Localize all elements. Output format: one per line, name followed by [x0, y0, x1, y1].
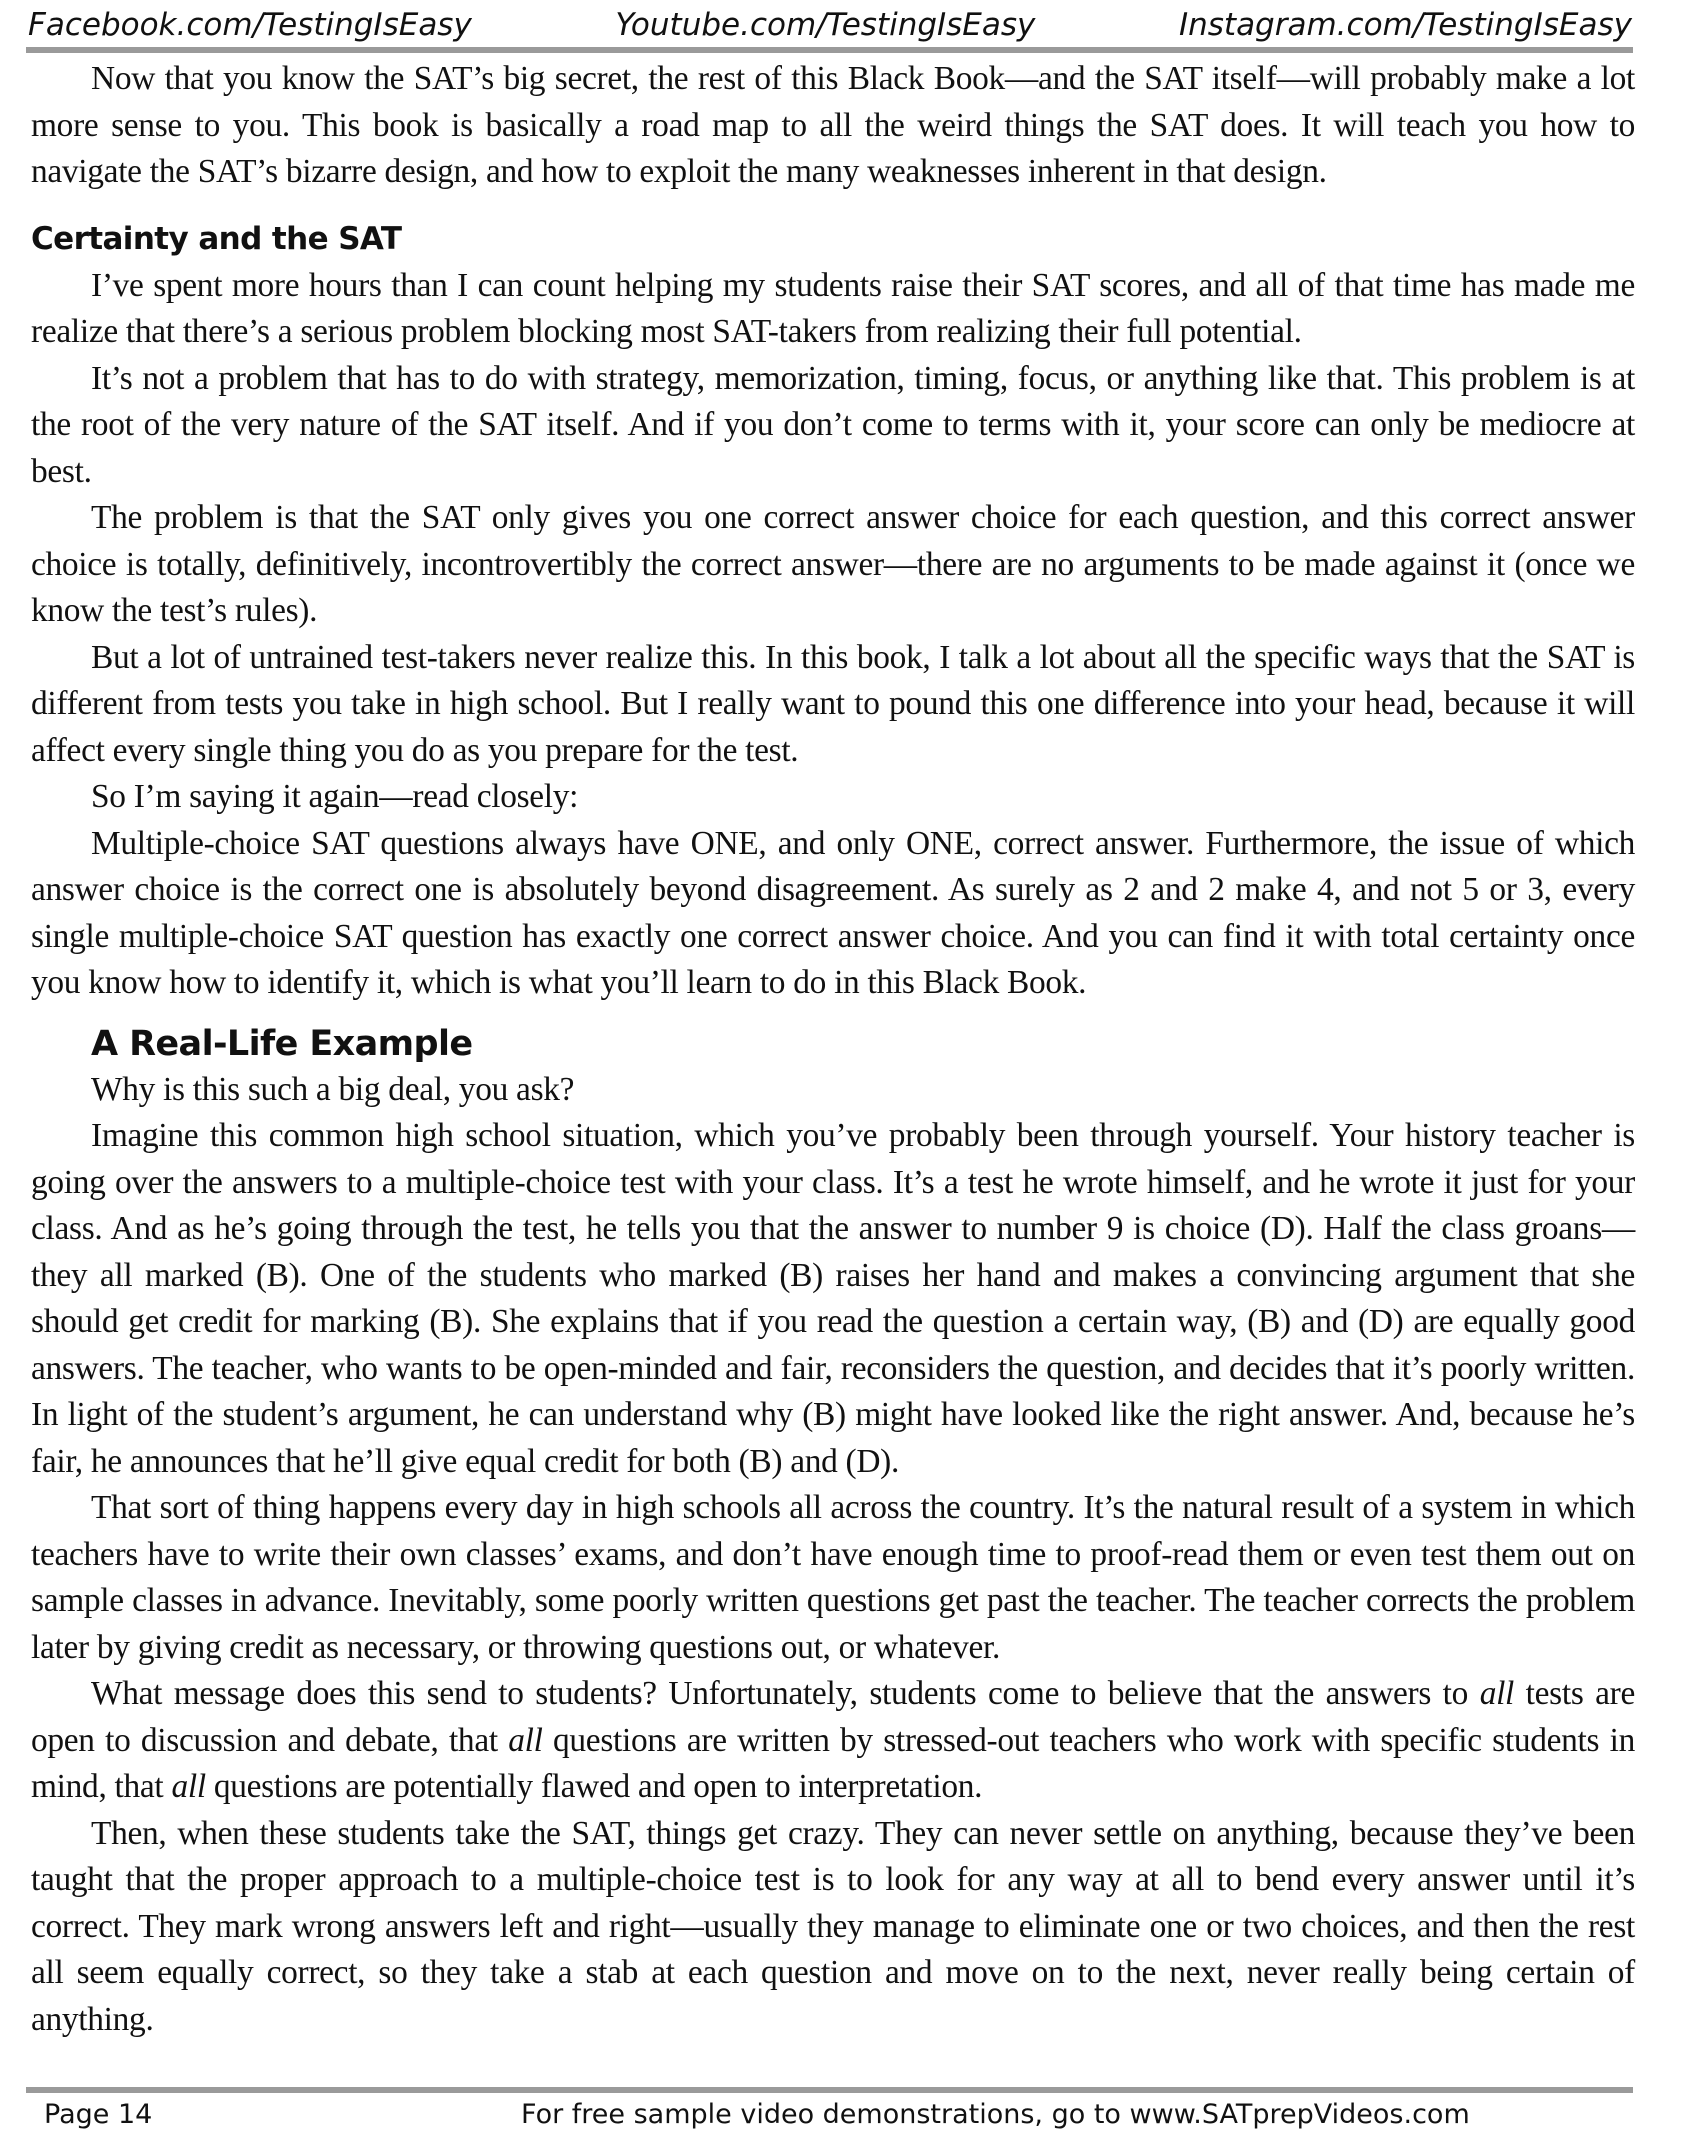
footer-divider [26, 2087, 1633, 2093]
page-header [28, 4, 1632, 46]
paragraph: Why is this such a big deal, you ask? [91, 1070, 575, 1108]
footer-note: For free sample video demonstrations, go to www.SATprepVideos.com [521, 2099, 1470, 2130]
header-divider [26, 47, 1633, 53]
key-point-paragraph: Multiple-choice SAT questions always have ONE, and only ONE, correct answer. Furthermore, the issue of which answer choice is the correct one is absolutely beyond disagreement. As surely as 2 and 2 make 4, and not 5 or 3, every single multiple-choice SAT question has exactly one correct answer choice. And you can find it with total certainty once you know how to identify it, which is what you’ll learn to do in this Black Book. [31, 824, 1635, 1001]
youtube-link[interactable]: Youtube.com/TestingIsEasy [615, 7, 1036, 43]
paragraph: Imagine this common high school situation, which you’ve probably been through yourself. Your history teacher is going over the answers to a multiple-choice test with your class. It’s a test he wrote himself, and he wrote it just for your class. And as he’s going through the test, he tells you that the answer to number 9 is choice (D). Half the class groans—they all marked (B). One of the students who marked (B) raises her hand and makes a convincing argument that she should get credit for marking (B). She explains that if you read the question a certain way, (B) and (D) are equally good answers. The teacher, who wants to be open-minded and fair, reconsiders the question, and decides that it’s poorly written. In light of the student’s argument, he can understand why (B) might have looked like the right answer. And, because he’s fair, he announces that he’ll give equal credit for both (B) and (D). [31, 1117, 1635, 1480]
section-heading-example: A Real-Life Example [91, 1023, 473, 1064]
intro-paragraph: Now that you know the SAT’s big secret, the rest of this Black Book—and the SAT itself—will probably make a lot more sense to you. This book is basically a road map to all the weird things the SAT does. It will teach you how to navigate the SAT’s bizarre design, and how to exploit the many weaknesses inherent in that design. [31, 60, 1635, 190]
page-number: Page 14 [44, 2099, 153, 2130]
page-content [31, 56, 1635, 2043]
paragraph: The problem is that the SAT only gives you one correct answer choice for each question, and this correct answer choice is totally, definitively, incontrovertibly the correct answer—there are no arguments to be made against it (once we know the test’s rules). [31, 499, 1635, 629]
text-run: questions are potentially flawed and open to interpretation. [205, 1768, 983, 1805]
message-paragraph [31, 1671, 1635, 1811]
text-run: questions are written by stressed-out teachers who work with specific students in mind, that [31, 1721, 1635, 1805]
paragraph: That sort of thing happens every day in high schools all across the country. It’s the natural result of a system in which teachers have to write their own classes’ exams, and don’t have enough time to proof-read them or even test them out on sample classes in advance. Inevitably, some poorly written questions get past the teacher. The teacher corrects the problem later by giving credit as necessary, or throwing questions out, or whatever. [31, 1489, 1635, 1666]
text-run: What message does this send to students? Unfortunately, students come to believe that the answers to [91, 1675, 1480, 1712]
paragraph: Then, when these students take the SAT, things get crazy. They can never settle on anything, because they’ve been taught that the proper approach to a multiple-choice test is to look for any way at all to bend every answer until it’s correct. They mark wrong answers left and right—usually they manage to eliminate one or two choices, and then the rest all seem equally correct, so they take a stab at each question and move on to the next, never really being certain of anything. [31, 1814, 1635, 2038]
emphasis: all [171, 1768, 206, 1805]
section-heading-certainty: Certainty and the SAT [31, 220, 402, 257]
paragraph: I’ve spent more hours than I can count helping my students raise their SAT scores, and all of that time has made me realize that there’s a serious problem blocking most SAT-takers from realizing their full potential. [31, 266, 1635, 350]
instagram-link[interactable]: Instagram.com/TestingIsEasy [1178, 7, 1632, 43]
page-footer [44, 2097, 1604, 2135]
facebook-link[interactable]: Facebook.com/TestingIsEasy [28, 7, 472, 43]
paragraph: So I’m saying it again—read closely: [91, 778, 579, 815]
paragraph: It’s not a problem that has to do with strategy, memorization, timing, focus, or anything like that. This problem is at the root of the very nature of the SAT itself. And if you don’t come to terms with it, your score can only be mediocre at best. [31, 359, 1635, 490]
emphasis: all [508, 1721, 543, 1759]
text-run: tests are open to discussion and debate, that [31, 1675, 1636, 1759]
emphasis: all [1479, 1675, 1515, 1712]
paragraph: But a lot of untrained test-takers never realize this. In this book, I talk a lot about all the specific ways that the SAT is different from tests you take in high school. But I really want to pound this one difference into your head, because it will affect every single thing you do as you prepare for the test. [31, 638, 1635, 769]
